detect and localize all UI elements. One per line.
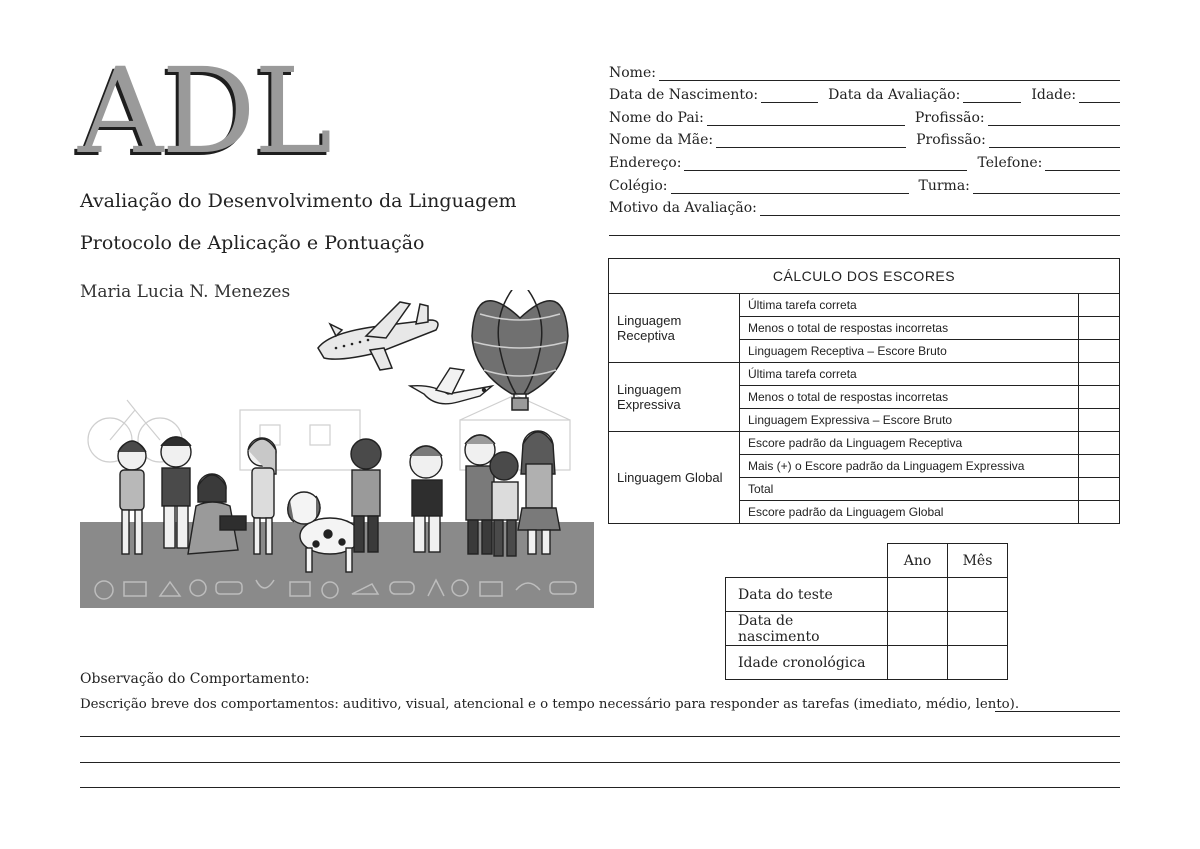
row-idade-cronologica: Idade cronológica (726, 646, 888, 680)
row-colegio (609, 171, 1120, 194)
motivo-extra-line[interactable] (609, 235, 1120, 236)
receptiva-score-3[interactable] (1079, 340, 1120, 363)
observation-line-1[interactable] (80, 736, 1120, 737)
data-avaliacao-field[interactable] (963, 88, 1021, 103)
group-expressiva: Linguagem Expressiva (609, 363, 740, 432)
observation-description: Descrição breve dos comportamentos: auditivo, visual, atencional e o tempo necessário para responder as tarefas (imediato, médio, lento). (80, 697, 1020, 712)
date-table-corner (726, 544, 888, 578)
row-nome (609, 58, 1120, 81)
global-row-3: Total (740, 478, 1079, 501)
label-turma: Turma: (918, 177, 970, 194)
label-colegio: Colégio: (609, 177, 668, 194)
row-mae (609, 126, 1120, 149)
row-pai (609, 103, 1120, 126)
label-motivo: Motivo da Avaliação: (609, 200, 757, 217)
global-score-2[interactable] (1079, 455, 1120, 478)
author-name: Maria Lucia N. Menezes (80, 282, 291, 302)
group-global: Linguagem Global (609, 432, 740, 524)
score-table (608, 258, 1120, 524)
label-nome-mae: Nome da Mãe: (609, 132, 714, 149)
receptiva-score-1[interactable] (1079, 294, 1120, 317)
data-teste-ano[interactable] (888, 578, 948, 612)
data-nascimento-field[interactable] (761, 88, 818, 103)
label-nome-pai: Nome do Pai: (609, 109, 704, 126)
observation-line-0[interactable] (995, 711, 1120, 712)
global-score-4[interactable] (1079, 501, 1120, 524)
endereco-field[interactable] (684, 156, 967, 171)
children-illustration (80, 290, 594, 608)
expressiva-row-2: Menos o total de respostas incorretas (740, 386, 1079, 409)
label-idade: Idade: (1031, 87, 1077, 104)
label-nome: Nome: (609, 64, 656, 81)
data-nascimento-ano[interactable] (888, 612, 948, 646)
idade-cronologica-mes[interactable] (948, 646, 1008, 680)
label-profissao-mae: Profissão: (916, 132, 986, 149)
row-data-nascimento: Data de nascimento (726, 612, 888, 646)
label-data-avaliacao: Data da Avaliação: (828, 87, 961, 104)
receptiva-row-2: Menos o total de respostas incorretas (740, 317, 1079, 340)
label-profissao-pai: Profissão: (914, 109, 985, 126)
nome-field[interactable] (659, 66, 1120, 81)
date-table (725, 543, 1008, 680)
score-table-title: CÁLCULO DOS ESCORES (609, 259, 1120, 294)
row-data-teste: Data do teste (726, 578, 888, 612)
global-row-1: Escore padrão da Linguagem Receptiva (740, 432, 1079, 455)
global-score-1[interactable] (1079, 432, 1120, 455)
telefone-field[interactable] (1045, 156, 1120, 171)
subtitle: Avaliação do Desenvolvimento da Linguagem (80, 190, 517, 212)
row-endereco (609, 148, 1120, 171)
global-row-4: Escore padrão da Linguagem Global (740, 501, 1079, 524)
label-data-nascimento: Data de Nascimento: (609, 87, 759, 104)
row-datas (609, 81, 1120, 104)
profissao-pai-field[interactable] (988, 111, 1120, 126)
group-receptiva: Linguagem Receptiva (609, 294, 740, 363)
adl-logo: ADL (78, 42, 331, 180)
profissao-mae-field[interactable] (989, 133, 1120, 148)
expressiva-score-3[interactable] (1079, 409, 1120, 432)
turma-field[interactable] (973, 179, 1120, 194)
nome-mae-field[interactable] (716, 133, 906, 148)
expressiva-row-3: Linguagem Expressiva – Escore Bruto (740, 409, 1079, 432)
data-teste-mes[interactable] (948, 578, 1008, 612)
label-endereco: Endereço: (609, 154, 682, 171)
global-score-3[interactable] (1079, 478, 1120, 501)
expressiva-score-2[interactable] (1079, 386, 1120, 409)
global-row-2: Mais (+) o Escore padrão da Linguagem Expressiva (740, 455, 1079, 478)
data-nascimento-mes[interactable] (948, 612, 1008, 646)
row-motivo (609, 194, 1120, 217)
motivo-field[interactable] (760, 201, 1120, 216)
idade-field[interactable] (1079, 88, 1120, 103)
col-mes: Mês (948, 544, 1008, 578)
protocol-title: Protocolo de Aplicação e Pontuação (80, 232, 425, 254)
col-ano: Ano (888, 544, 948, 578)
nome-pai-field[interactable] (707, 111, 905, 126)
observation-line-3[interactable] (80, 787, 1120, 788)
label-telefone: Telefone: (977, 154, 1043, 171)
expressiva-row-1: Última tarefa correta (740, 363, 1079, 386)
expressiva-score-1[interactable] (1079, 363, 1120, 386)
personal-data-form (609, 58, 1120, 216)
receptiva-row-3: Linguagem Receptiva – Escore Bruto (740, 340, 1079, 363)
observation-title: Observação do Comportamento: (80, 671, 310, 687)
idade-cronologica-ano[interactable] (888, 646, 948, 680)
observation-line-2[interactable] (80, 762, 1120, 763)
receptiva-row-1: Última tarefa correta (740, 294, 1079, 317)
receptiva-score-2[interactable] (1079, 317, 1120, 340)
colegio-field[interactable] (671, 179, 909, 194)
